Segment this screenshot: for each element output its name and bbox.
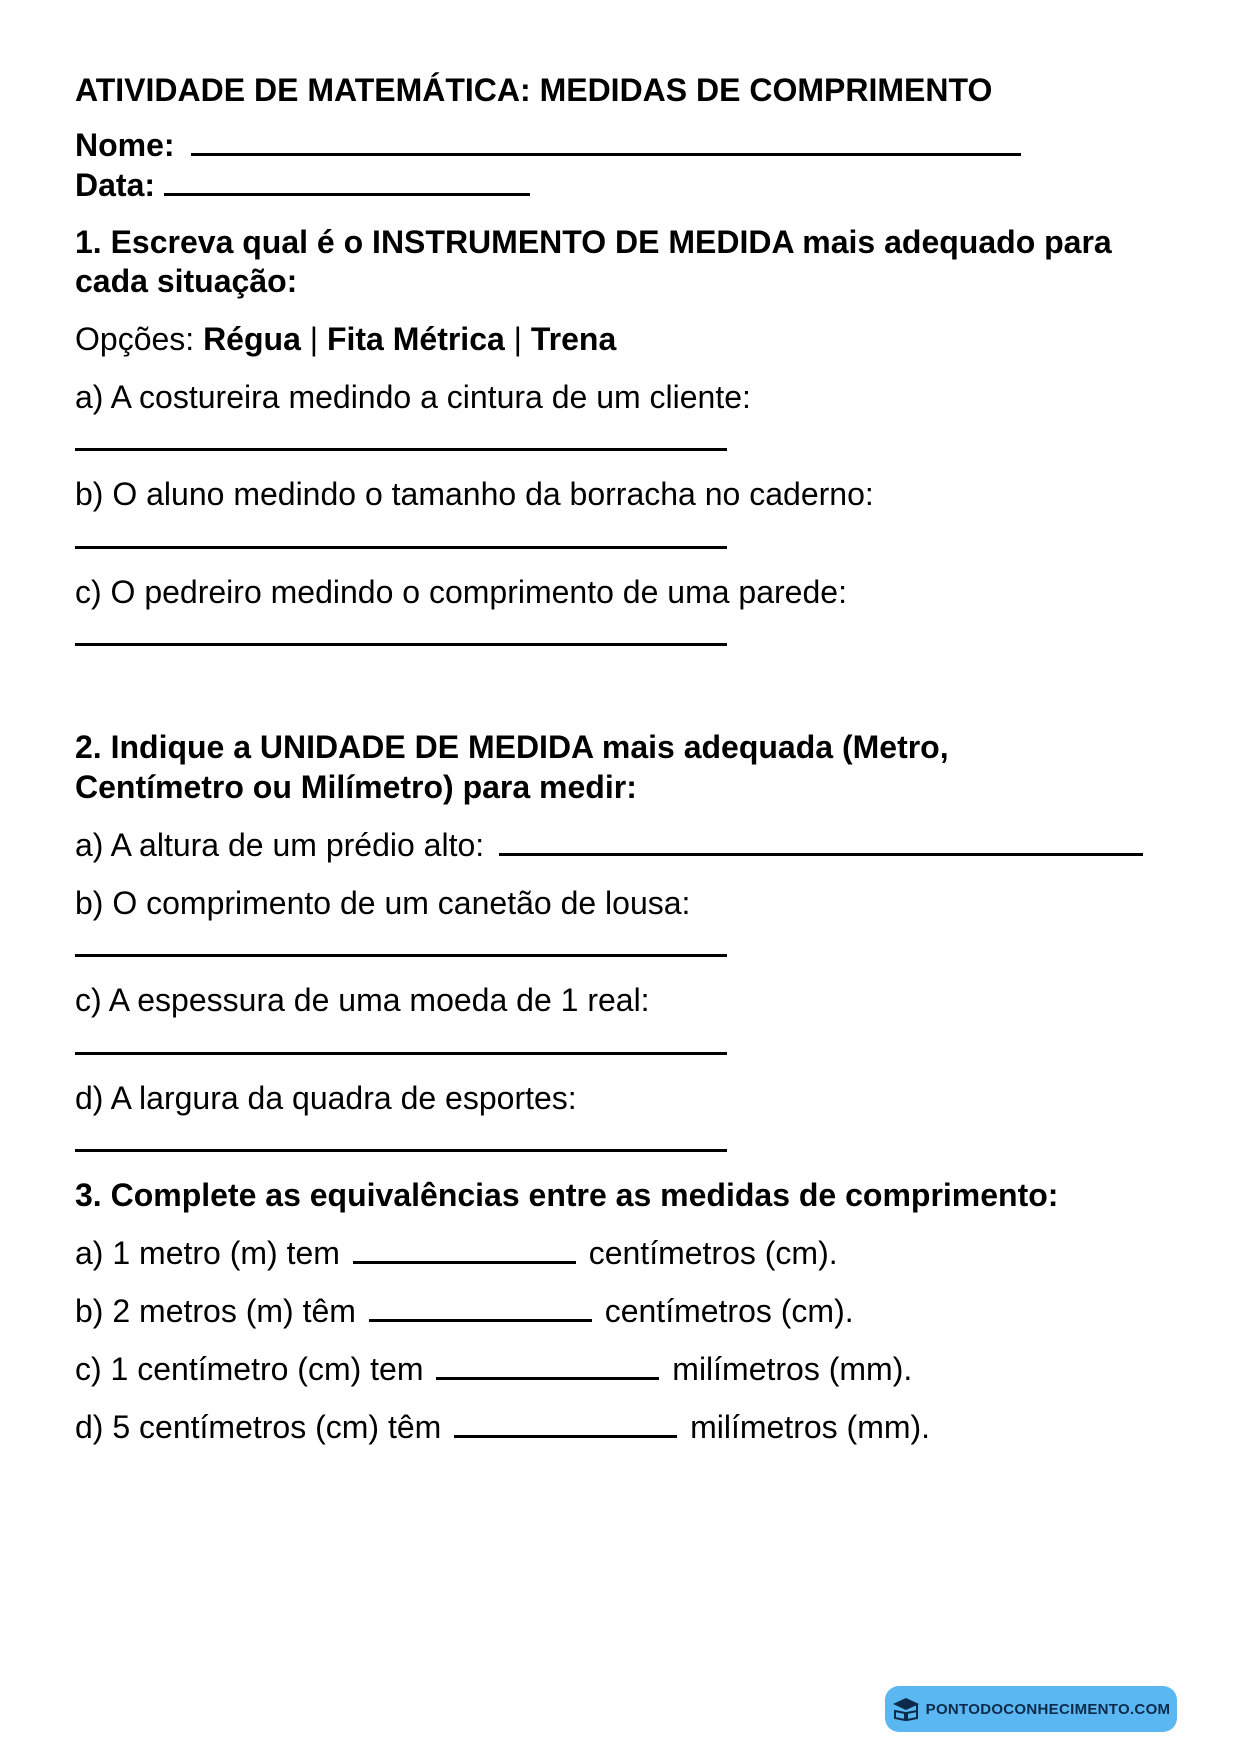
option-trena: Trena bbox=[530, 321, 617, 357]
equivalence-text: c) 1 centímetro (cm) tem bbox=[75, 1351, 424, 1387]
name-field-row bbox=[75, 125, 1021, 165]
question-3-item-b bbox=[75, 1291, 854, 1331]
question-1-item-a: a) A costureira medindo a cintura de um cliente: bbox=[75, 379, 751, 415]
answer-line-2d[interactable] bbox=[75, 1149, 727, 1152]
answer-blank-3a[interactable] bbox=[353, 1233, 576, 1264]
question-1-prompt-line2: cada situação: bbox=[75, 263, 298, 299]
equivalence-text: d) 5 centímetros (cm) têm bbox=[75, 1409, 442, 1445]
equivalence-unit: centímetros (cm). bbox=[588, 1235, 838, 1271]
option-regua: Régua bbox=[203, 321, 301, 357]
equivalence-text: a) 1 metro (m) tem bbox=[75, 1235, 340, 1271]
question-3-item-d bbox=[75, 1407, 930, 1447]
option-separator: | bbox=[513, 321, 522, 357]
equivalence-unit: centímetros (cm). bbox=[604, 1293, 854, 1329]
question-1-item-c: c) O pedreiro medindo o comprimento de uma parede: bbox=[75, 574, 847, 610]
answer-line-2a[interactable] bbox=[499, 825, 1143, 856]
answer-blank-3d[interactable] bbox=[454, 1407, 677, 1438]
answer-blank-3c[interactable] bbox=[436, 1349, 659, 1380]
question-2-prompt-line1: 2. Indique a UNIDADE DE MEDIDA mais adequada (Metro, bbox=[75, 729, 949, 765]
brand-text: PONTODOCONHECIMENTO.COM bbox=[925, 1700, 1171, 1718]
answer-line-1b[interactable] bbox=[75, 546, 727, 549]
option-fita-metrica: Fita Métrica bbox=[326, 321, 505, 357]
question-2-item-c: c) A espessura de uma moeda de 1 real: bbox=[75, 982, 650, 1018]
page-title: ATIVIDADE DE MATEMÁTICA: MEDIDAS DE COMPRIMENTO bbox=[75, 72, 993, 108]
name-label: Nome: bbox=[75, 127, 175, 163]
equivalence-unit: milímetros (mm). bbox=[672, 1351, 913, 1387]
question-1-item-b: b) O aluno medindo o tamanho da borracha no caderno: bbox=[75, 476, 874, 512]
question-1-options bbox=[75, 319, 616, 359]
equivalence-text: b) 2 metros (m) têm bbox=[75, 1293, 356, 1329]
equivalence-unit: milímetros (mm). bbox=[690, 1409, 931, 1445]
name-field[interactable] bbox=[191, 125, 1021, 156]
question-2-item-b: b) O comprimento de um canetão de lousa: bbox=[75, 885, 691, 921]
date-field-row bbox=[75, 165, 530, 205]
date-field[interactable] bbox=[164, 165, 530, 196]
graduation-book-icon bbox=[892, 1697, 920, 1721]
answer-line-2c[interactable] bbox=[75, 1052, 727, 1055]
answer-blank-3b[interactable] bbox=[369, 1291, 592, 1322]
options-label: Opções: bbox=[75, 321, 195, 357]
brand-badge[interactable] bbox=[885, 1686, 1177, 1732]
question-3-prompt: 3. Complete as equivalências entre as medidas de comprimento: bbox=[75, 1177, 1059, 1213]
option-separator: | bbox=[309, 321, 319, 357]
question-2-prompt-line2: Centímetro ou Milímetro) para medir: bbox=[75, 769, 637, 805]
date-label: Data: bbox=[75, 167, 156, 203]
answer-line-1a[interactable] bbox=[75, 448, 727, 451]
question-2-item-a: a) A altura de um prédio alto: bbox=[75, 827, 485, 863]
question-1-prompt-line1: 1. Escreva qual é o INSTRUMENTO DE MEDIDA mais adequado para bbox=[75, 224, 1112, 260]
question-2-item-a-row bbox=[75, 825, 1143, 865]
question-3-item-c bbox=[75, 1349, 912, 1389]
answer-line-1c[interactable] bbox=[75, 643, 727, 646]
question-2-item-d: d) A largura da quadra de esportes: bbox=[75, 1080, 577, 1116]
question-3-item-a bbox=[75, 1233, 838, 1273]
answer-line-2b[interactable] bbox=[75, 954, 727, 957]
